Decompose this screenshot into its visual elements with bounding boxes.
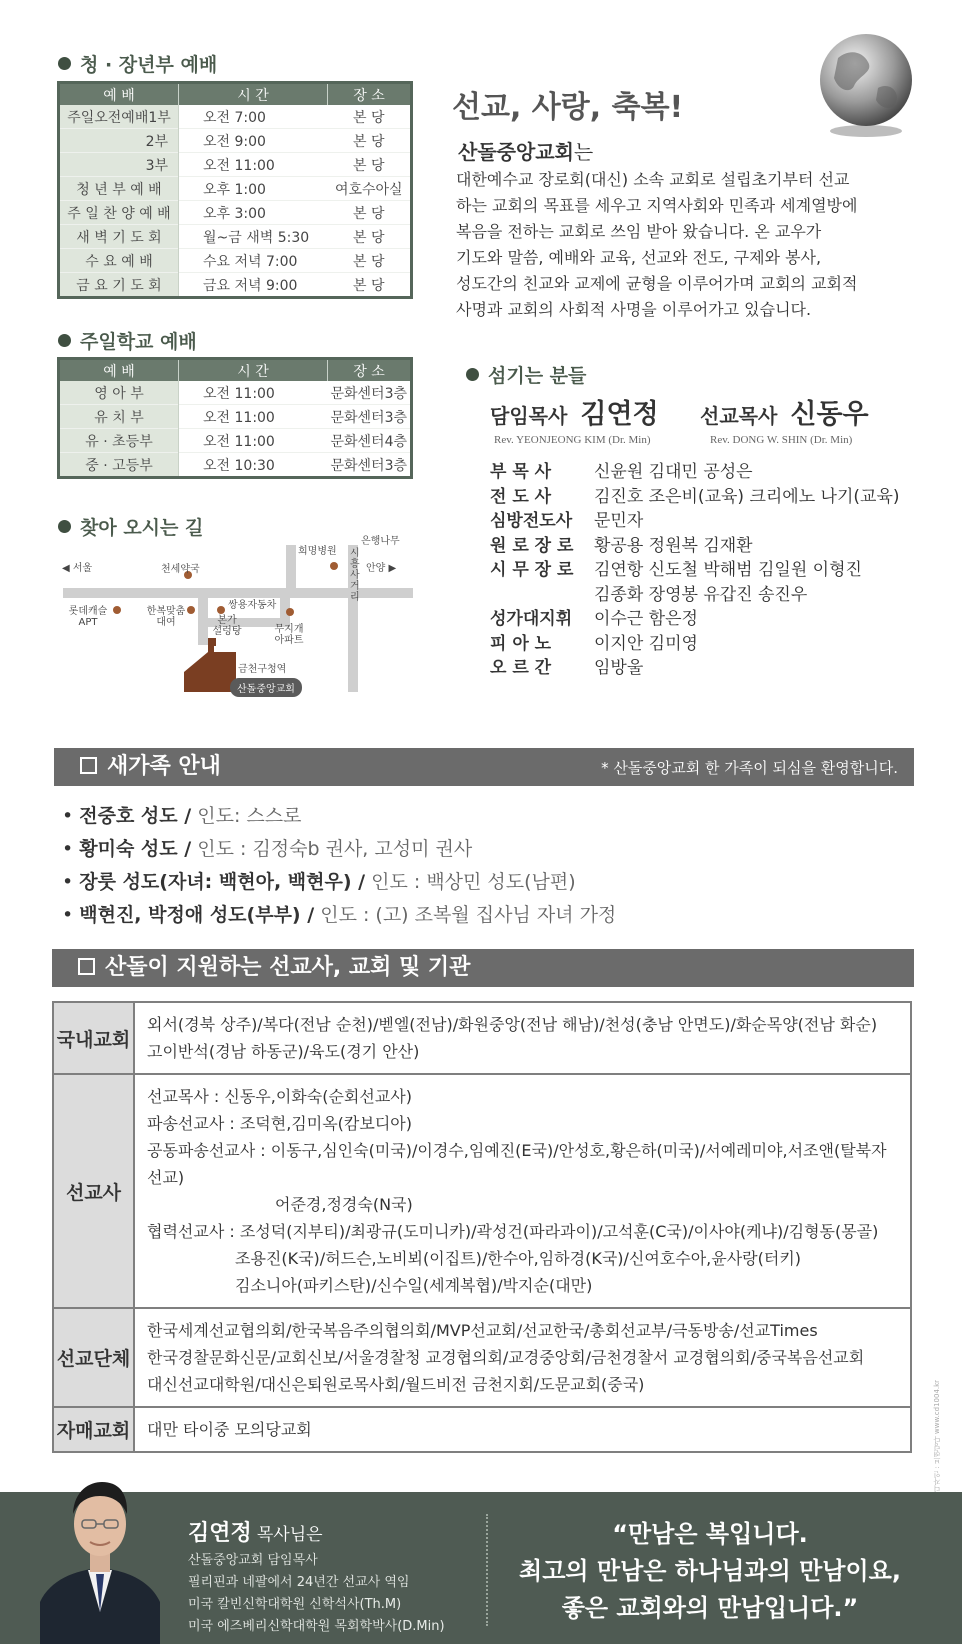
schedule-place: 본 당 [328, 201, 412, 225]
staff-role: 전 도 사 [490, 486, 552, 507]
schedule-worship: 2부 [59, 129, 179, 153]
support-row [53, 1074, 911, 1308]
senior-pastor-en: Rev. YEONJEONG KIM (Dr. Min) [494, 434, 651, 446]
schedule-worship: 영 아 부 [59, 381, 179, 405]
staff-role: 오 르 간 [490, 658, 552, 678]
support-line: 한국세계선교협의회/한국복음주의협의회/MVP선교회/선교한국/총회선교부/극동방송/선교Times [147, 1321, 818, 1340]
globe-icon [808, 28, 924, 144]
map-label-mujigae: 무지개 아파트 [274, 624, 304, 646]
support-line: 외서(경북 상주)/복다(전남 순천)/벧엘(전남)/화원중앙(전남 해남)/천성(충남 안면도)/화순목양(전남 화순) [147, 1015, 878, 1034]
staff-role: 성가대지휘 [490, 609, 573, 629]
schedule-time: 오후 3:00 [179, 201, 328, 225]
pastor-bio: 산돌중앙교회 담임목사 필리핀과 네팔에서 24년간 선교사 역임 미국 칼빈신학대학원 신학석사(Th.M) 미국 에즈베리신학대학원 목회학박사(D.Min) [188, 1553, 445, 1634]
schedule-place: 본 당 [328, 225, 412, 249]
map-label-hospital: 희명병원 [298, 546, 337, 557]
schedule-time: 오전 11:00 [203, 385, 275, 402]
map-label-pharmacy: 천세약국 [161, 564, 200, 575]
mission-pastor-en: Rev. DONG W. SHIN (Dr. Min) [710, 434, 853, 446]
checkbox-square-icon [78, 958, 95, 975]
newcomer-item [62, 801, 301, 828]
schedule-worship: 3부 [59, 153, 179, 177]
staff-role: 시 무 장 로 [490, 560, 574, 580]
staff-names: 이지안 김미영 [594, 633, 698, 654]
support-line: 한국경찰문화신문/교회신보/서울경찰청 교경협의회/교경중앙회/금천경찰서 교경협의회/중국복음선교회 [147, 1348, 865, 1367]
support-content [134, 1308, 911, 1407]
support-table [52, 1001, 912, 1453]
support-line: 파송선교사 : 조덕현,김미옥(캄보디아) [147, 1114, 412, 1133]
schedule-time: 수요 저녁 7:00 [179, 249, 328, 273]
schedule-place: 문화센터4층 [328, 429, 412, 453]
schedule-worship: 유 치 부 [59, 405, 179, 429]
map-label-church: 산돌중앙교회 [230, 678, 302, 697]
map-label-hanbok: 한복맞춤 대여 [146, 606, 186, 628]
map-label-anyang: 안양 ▶ [366, 563, 397, 574]
map-label-ssangyong: 쌍용자동차 [228, 600, 277, 611]
support-content [134, 1002, 911, 1074]
support-label: 선교사 [53, 1074, 134, 1308]
map-label-seoul: ◀ 서울 [62, 563, 93, 574]
staff-names: 신윤원 김대민 공성은 [594, 462, 753, 482]
schedule-row [59, 225, 412, 249]
schedule-place: 본 당 [328, 249, 412, 273]
staff-row [490, 531, 753, 556]
staff-role: 원 로 장 로 [490, 535, 574, 556]
pastor-heading: 김연정 목사님은 [188, 1521, 323, 1546]
staff-row [490, 580, 807, 605]
schedule-place: 여호수아실 [328, 177, 412, 201]
map-label-bongga: 본가 설렁탕 [212, 615, 242, 637]
intro-paragraph: 대한예수교 장로회(대신) 소속 교회로 설립초기부터 선교 하는 교회의 목표를 세우고 지역사회와 민족과 세계열방에 복음을 전하는 교회로 쓰임 받아 왔습니다. 온 교우가 기도와 말씀, 예배와 교육, 선교와 전도, 구제와 봉사, 성도간의 친교와 교제에 균형을 이루어가며 교회의 교회적 사명과 교회의 사회적 사명을 이루어가고 있습니다. [456, 170, 858, 319]
schedule-row [59, 177, 412, 201]
staff-row [490, 457, 753, 482]
staff-names: 김종화 장영봉 유갑진 송진우 [594, 584, 808, 605]
staff-row [490, 555, 862, 580]
checkbox-square-icon [80, 757, 97, 774]
support-line: 고이반석(경남 하동군)/육도(경기 안산) [147, 1042, 420, 1061]
staff-names: 이수근 함은정 [594, 609, 698, 629]
support-line: 협력선교사 : 조성덕(지부티)/최광규(도미니카)/곽성건(파라과이)/고석훈(C국)/이사야(케냐)/김형동(몽골) [147, 1222, 879, 1241]
col-header-place: 장 소 [328, 83, 412, 106]
newcomer-guide: 인도: 스스로 [197, 805, 302, 827]
schedule-time: 오전 11:00 [179, 429, 328, 453]
schedule-worship: 유 · 초등부 [59, 429, 179, 453]
youth-worship-table [57, 81, 413, 299]
support-row [53, 1407, 911, 1452]
mission-pastor: 선교목사 신동우 [700, 399, 869, 430]
schedule-row [59, 129, 412, 153]
support-row [53, 1002, 911, 1074]
support-bar: 산돌이 지원하는 선교사, 교회 및 기관 [52, 949, 914, 987]
directions-title: 찾아 오시는 길 [58, 513, 203, 540]
map-label-ginkgo: 은행나무 [361, 536, 400, 547]
newcomer-name: 장룻 성도(자녀: 백현아, 백현우) / [79, 871, 366, 893]
schedule-worship: 새 벽 기 도 회 [59, 225, 179, 249]
staff-role: 부 목 사 [490, 462, 552, 482]
intro-headline: 선교, 사랑, 축복! [452, 90, 684, 125]
support-line: 선교목사 : 신동우,이화숙(순회선교사) [147, 1087, 412, 1106]
col-header-place: 장 소 [328, 359, 412, 382]
map-label-station: 금천구청역 [238, 664, 287, 675]
col-header-worship: 예 배 [59, 359, 179, 382]
schedule-worship: 주 일 찬 양 예 배 [59, 201, 179, 225]
map-label-lotte: 롯데캐슬 APT [68, 606, 108, 628]
youth-worship-title: 청 · 장년부 예배 [58, 50, 217, 77]
schedule-place: 본 당 [328, 129, 412, 153]
schedule-place: 문화센터3층 [328, 405, 412, 429]
staff-names: 김연항 신도철 박해범 김일원 이형진 [594, 560, 862, 580]
bullet-dot-icon: • [62, 805, 80, 827]
schedule-worship: 중 · 고등부 [59, 453, 179, 478]
staff-row [490, 653, 643, 678]
support-line: 어준경,정경숙(N국) [275, 1195, 413, 1214]
schedule-row [59, 201, 412, 225]
newcomer-name: 황미숙 성도 / [79, 838, 192, 860]
bullet-dot-icon: • [62, 871, 80, 893]
schedule-row [59, 429, 412, 453]
pastor-footer [0, 1492, 962, 1644]
schedule-time: 오후 1:00 [179, 177, 328, 201]
newcomer-item [62, 900, 616, 927]
support-line: 대신선교대학원/대신은퇴원로목사회/월드비전 금천지회/도문교회(중국) [147, 1375, 645, 1394]
bullet-dot-icon: • [62, 904, 80, 926]
schedule-row [59, 453, 412, 478]
schedule-place: 문화센터3층 [330, 385, 408, 402]
staff-row [490, 506, 643, 531]
staff-names: 황공용 정원복 김재환 [594, 535, 753, 556]
footer-divider [486, 1514, 488, 1626]
staff-names: 임방울 [594, 658, 644, 678]
bullet-dot-icon [58, 334, 71, 347]
schedule-row [59, 405, 412, 429]
schedule-place: 본 당 [328, 273, 412, 298]
support-content [134, 1407, 911, 1452]
schedule-time: 금요 저녁 9:00 [179, 273, 328, 298]
schedule-worship: 금 요 기 도 회 [59, 273, 179, 298]
staff-title: 섬기는 분들 [466, 361, 586, 388]
pastor-quote: “만남은 복입니다. 최고의 만남은 하나님과의 만남이요, 좋은 교회와의 만남입니다.” [519, 1520, 901, 1622]
sunday-school-table [57, 357, 413, 479]
pastor-photo [40, 1462, 160, 1644]
schedule-row [59, 105, 412, 129]
schedule-row [59, 273, 412, 298]
bullet-dot-icon [466, 368, 479, 381]
newcomer-item [62, 834, 472, 861]
schedule-time: 오전 10:30 [179, 453, 328, 478]
bullet-dot-icon [58, 57, 71, 70]
staff-row [490, 482, 900, 507]
schedule-time: 월~금 새벽 5:30 [179, 225, 328, 249]
col-header-worship: 예 배 [59, 83, 179, 106]
col-header-time: 시 간 [179, 359, 328, 382]
schedule-worship: 주일오전예배1부 [59, 105, 179, 129]
newcomer-name: 백현진, 박정애 성도(부부) / [79, 904, 315, 926]
sunday-school-title: 주일학교 예배 [58, 327, 197, 354]
newcomer-guide: 인도 : 김정숙b 권사, 고성미 권사 [197, 838, 473, 860]
schedule-worship: 수 요 예 배 [59, 249, 179, 273]
senior-pastor: 담임목사 김연정 [490, 399, 659, 430]
staff-row [490, 604, 698, 629]
schedule-row [59, 381, 412, 405]
map-label-siheung: 시흥사거리 [350, 548, 360, 603]
support-row [53, 1308, 911, 1407]
newcomer-guide: 인도 : (고) 조복월 집사님 자녀 가정 [320, 904, 617, 926]
bullet-dot-icon: • [62, 838, 80, 860]
support-label: 선교단체 [53, 1308, 134, 1407]
intro-subtitle: 산돌중앙교회는 [458, 140, 594, 164]
design-credit: 디자인 : 브랜딩다 www.cd1004.kr [933, 1379, 941, 1492]
schedule-time: 오전 7:00 [203, 109, 266, 126]
newcomers-bar: 새가족 안내 * 산돌중앙교회 한 가족이 되심을 환영합니다. [54, 748, 914, 786]
staff-role: 피 아 노 [490, 633, 552, 654]
support-line: 대만 타이중 모의당교회 [147, 1420, 312, 1439]
staff-role: 심방전도사 [490, 511, 573, 531]
schedule-row [59, 153, 412, 177]
support-label: 국내교회 [53, 1002, 134, 1074]
schedule-time: 오전 9:00 [179, 129, 328, 153]
directions-map[interactable] [58, 520, 418, 715]
newcomers-note: * 산돌중앙교회 한 가족이 되심을 환영합니다. [601, 759, 898, 777]
staff-row [490, 629, 698, 654]
support-line: 조용진(K국)/허드슨,노비뵈(이집트)/한수아,임하경(K국)/신여호수아,윤사랑(터키) [235, 1249, 802, 1268]
newcomer-name: 전중호 성도 / [79, 805, 192, 827]
schedule-place: 본 당 [353, 109, 385, 126]
staff-names: 문민자 [594, 511, 644, 531]
support-label: 자매교회 [53, 1407, 134, 1452]
support-content [134, 1074, 911, 1308]
schedule-time: 오전 11:00 [179, 405, 328, 429]
support-line: 공동파송선교사 : 이동구,심인숙(미국)/이경수,임예진(E국)/안성호,황은하(미국)/서예레미야,서조앤(탈북자선교) [147, 1141, 887, 1187]
newcomer-guide: 인도 : 백상민 성도(남편) [371, 871, 576, 893]
col-header-time: 시 간 [179, 83, 328, 106]
schedule-worship: 청 년 부 예 배 [59, 177, 179, 201]
support-line: 김소니아(파키스탄)/신수일(세계복협)/박지순(대만) [235, 1276, 593, 1295]
staff-names: 김진호 조은비(교육) 크리에노 나기(교육) [594, 486, 900, 507]
newcomer-item [62, 867, 576, 894]
schedule-row [59, 249, 412, 273]
schedule-time: 오전 11:00 [179, 153, 328, 177]
schedule-place: 문화센터3층 [328, 453, 412, 478]
schedule-place: 본 당 [328, 153, 412, 177]
